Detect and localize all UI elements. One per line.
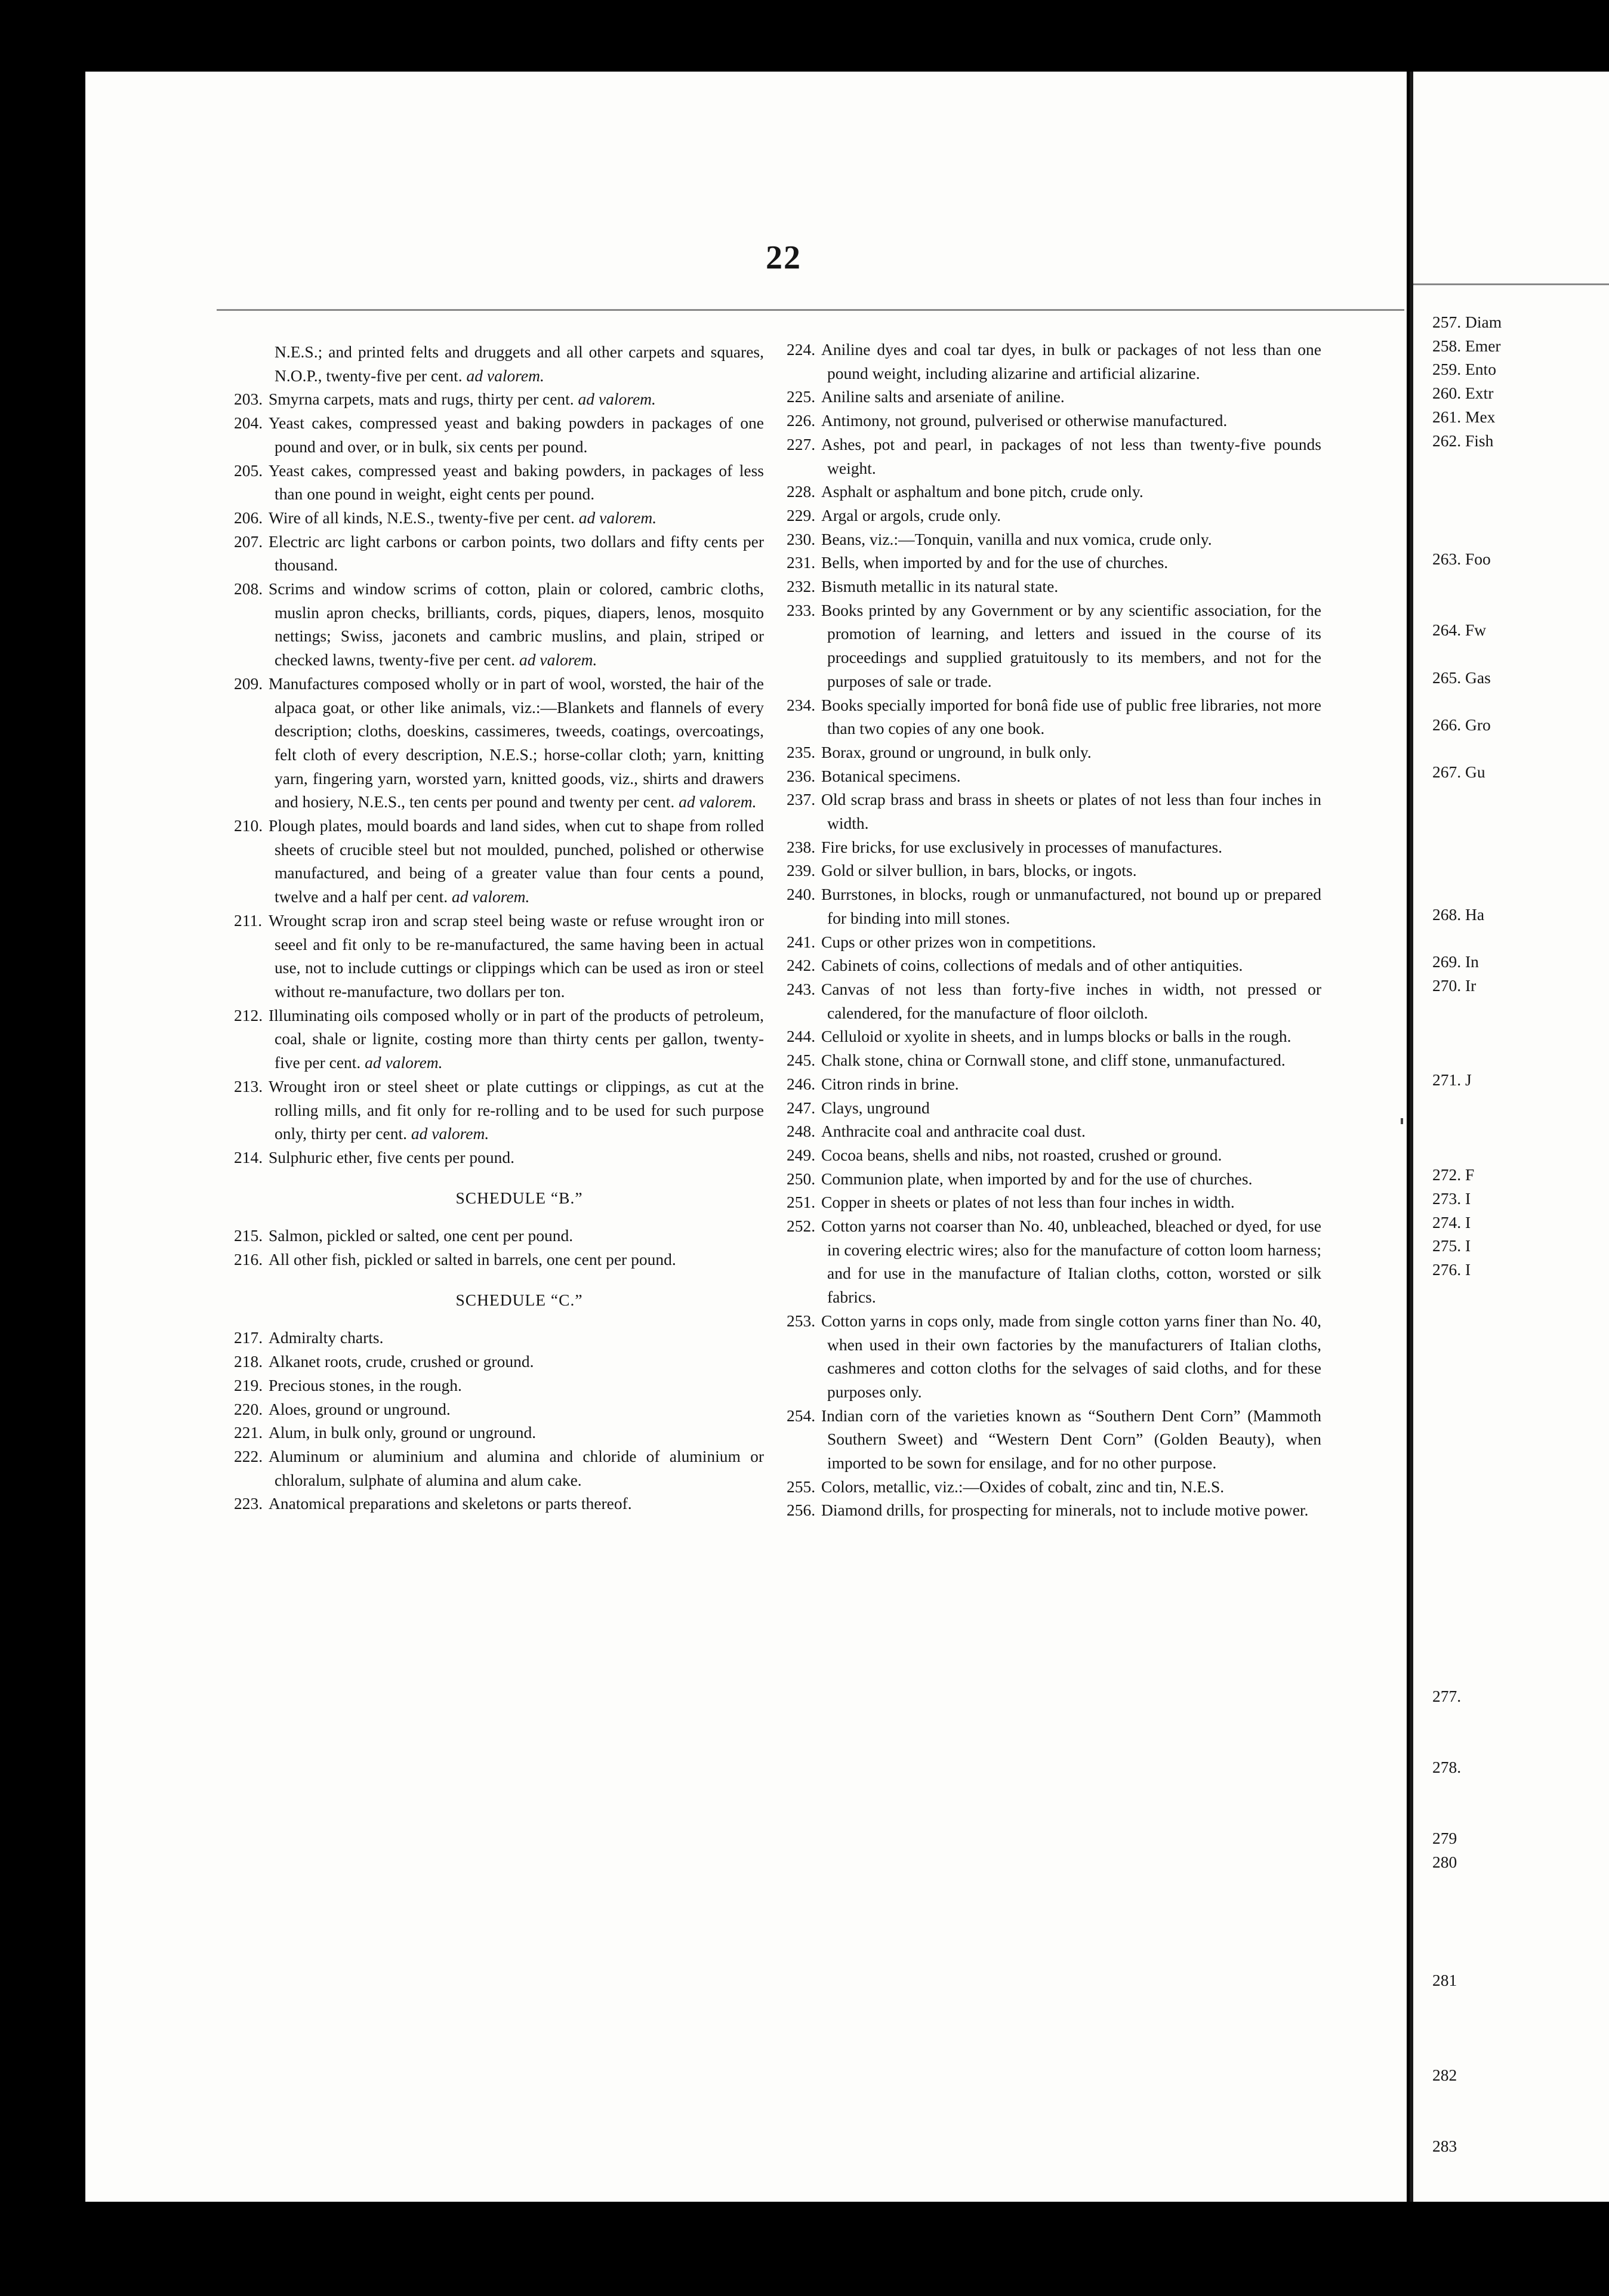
entry-number: 253. (787, 1311, 816, 1330)
entry-text: Admiralty charts. (269, 1328, 384, 1347)
tariff-entry (787, 1048, 1321, 1072)
tariff-entry (787, 1404, 1321, 1475)
tariff-entry (234, 1374, 764, 1397)
entry-number: 205. (234, 461, 263, 480)
tariff-entry (787, 504, 1321, 527)
tariff-entry (787, 1024, 1321, 1048)
entry-number: 218. (234, 1352, 263, 1371)
entry-number: 235. (787, 742, 816, 761)
entry-text: Manufactures composed wholly or in part of wool, worsted, the hair of the alpaca goat, or other like animals, viz.:—Blankets and flannels of every description; cloths, doeskins, cassimeres, tweeds, coatings, overcoatings, felt cloth of every description, N.E.S.; horse-collar cloth; yarn, knitting yarn, fingering yarn, worsted yarn, knitted goods, viz., shirts and drawers and hosiery, N.E.S., ten cents per pound and twenty per cent. (269, 674, 764, 811)
tariff-entry (234, 340, 764, 387)
entry-text: Books specially imported for bonâ fide use of public free libraries, not more than two copies of any one book. (821, 695, 1321, 738)
tariff-entry (787, 1096, 1321, 1120)
entry-text: Alum, in bulk only, ground or unground. (269, 1423, 537, 1442)
entry-number: 227. (787, 434, 816, 453)
tariff-entry (787, 693, 1321, 740)
entry-text: Beans, viz.:—Tonquin, vanilla and nux vomica, crude only. (821, 529, 1212, 548)
adjacent-entry-fragment: 279 (1432, 1828, 1457, 1847)
tariff-entry (234, 459, 764, 506)
entry-number: 213. (234, 1076, 263, 1095)
entry-text: Cocoa beans, shells and nibs, not roasted, crushed or ground. (821, 1145, 1222, 1164)
entry-ad-valorem: ad valorem. (578, 508, 657, 527)
tariff-entry (787, 788, 1321, 835)
adjacent-entry-fragment: 269. In (1432, 952, 1479, 971)
entry-number: 248. (787, 1122, 816, 1141)
entry-text: Illuminating oils composed wholly or in part of the products of petroleum, coal, shale or lignite, costing more than thirty cents per gallon, twenty-five per cent. (269, 1005, 764, 1072)
entry-number: 221. (234, 1423, 263, 1442)
entry-number: 247. (787, 1098, 816, 1117)
entry-text: Diamond drills, for prospecting for minerals, not to include motive power. (821, 1501, 1309, 1520)
entry-text: Citron rinds in brine. (821, 1074, 959, 1093)
tariff-entry (234, 672, 764, 814)
entry-number: 240. (787, 885, 816, 904)
adjacent-entry-fragment: 280 (1432, 1852, 1457, 1871)
adjacent-entry-fragment: 277. (1432, 1686, 1462, 1705)
adjacent-entry-fragment: 265. Gas (1432, 668, 1491, 687)
tariff-entry (787, 409, 1321, 433)
adjacent-entry-fragment: 272. F (1432, 1165, 1475, 1184)
tariff-entry (787, 385, 1321, 409)
entry-number: 234. (787, 695, 816, 714)
entry-text: Wire of all kinds, N.E.S., twenty-five per cent. (269, 508, 579, 527)
tariff-entry (234, 506, 764, 530)
entry-ad-valorem: ad valorem. (452, 887, 530, 906)
entry-text: Cups or other prizes won in competitions. (821, 932, 1096, 951)
header-rule (217, 309, 1404, 311)
adjacent-entry-fragment: 274. I (1432, 1212, 1471, 1232)
entry-number: 255. (787, 1477, 816, 1496)
entry-text: Anatomical preparations and skeletons or parts thereof. (269, 1494, 632, 1513)
entry-text: Colors, metallic, viz.:—Oxides of cobalt, zinc and tin, N.E.S. (821, 1477, 1225, 1496)
entry-number: 223. (234, 1494, 263, 1513)
tariff-entry (787, 930, 1321, 954)
entry-text: Botanical specimens. (821, 766, 961, 785)
entry-number: 242. (787, 956, 816, 975)
tariff-entry (234, 1248, 764, 1272)
entry-text: Clays, unground (821, 1098, 930, 1117)
entry-number: 212. (234, 1005, 263, 1024)
adjacent-entry-fragment: 259. Ento (1432, 360, 1496, 379)
adjacent-entry-fragment: 267. Gu (1432, 763, 1485, 782)
tariff-entry (234, 1397, 764, 1421)
tariff-entry (234, 387, 764, 411)
entry-number: 211. (234, 911, 263, 930)
entry-text: Gold or silver bullion, in bars, blocks, or ingots. (821, 861, 1137, 880)
entry-number: 256. (787, 1501, 816, 1520)
left-column (234, 340, 764, 1516)
entry-text: Aniline dyes and coal tar dyes, in bulk or packages of not less than one pound weight, including alizarine and artificial alizarine. (821, 340, 1321, 382)
entry-number: 228. (787, 482, 816, 501)
entry-number: 229. (787, 505, 816, 524)
entry-number: 250. (787, 1169, 816, 1188)
entry-number: 204. (234, 413, 263, 433)
entry-number: 237. (787, 790, 816, 809)
entry-number: 243. (787, 979, 816, 998)
entry-number: 251. (787, 1193, 816, 1212)
tariff-entry (234, 411, 764, 458)
entry-text: Scrims and window scrims of cotton, plain or colored, cambric cloths, muslin apron checks, brilliants, cords, piques, diapers, lenos, mosquito nettings; Swiss, jaconets and cambric muslins, and plain, striped or checked lawns, twenty-five per cent. (269, 579, 764, 669)
tariff-entry (787, 551, 1321, 575)
entry-text: Canvas of not less than forty-five inches in width, not pressed or calendered, for the manufacture of floor oilcloth. (821, 979, 1321, 1022)
tariff-entry (787, 1475, 1321, 1499)
entry-text: Cabinets of coins, collections of medals and of other antiquities. (821, 956, 1243, 975)
entry-text: Cotton yarns not coarser than No. 40, unbleached, bleached or dyed, for use in covering electric wires; also for the manufacture of cotton loom harness; and for use in the manufacture of Italian cloths, cotton, worsted or silk fabrics. (821, 1217, 1321, 1307)
entry-number: 224. (787, 340, 816, 359)
entry-number: 232. (787, 577, 816, 596)
adjacent-entry-fragment: 260. Extr (1432, 384, 1494, 403)
adjacent-entry-fragment: 281 (1432, 1971, 1457, 1989)
entry-text: Books printed by any Government or by any scientific association, for the promotion of learning, and letters and issued in the course of its proceedings and supplied gratuitously to its members, and not for the purposes of sale or trade. (821, 600, 1321, 690)
adjacent-entry-fragment: 278. (1432, 1757, 1462, 1776)
schedule-heading: SCHEDULE “B.” (455, 1188, 583, 1207)
adjacent-entry-fragment: 268. Ha (1432, 905, 1485, 924)
tariff-entry (787, 433, 1321, 480)
entry-ad-valorem: ad valorem. (365, 1053, 443, 1072)
tariff-entry (234, 1492, 764, 1516)
tariff-entry (787, 740, 1321, 764)
entry-number: 207. (234, 532, 263, 551)
entry-number: 210. (234, 816, 263, 835)
tariff-entry (787, 953, 1321, 977)
tariff-entry (787, 977, 1321, 1024)
tariff-entry (787, 1143, 1321, 1167)
tariff-entry (787, 1119, 1321, 1143)
entry-text: All other fish, pickled or salted in barrels, one cent per pound. (269, 1250, 676, 1269)
entry-text: Chalk stone, china or Cornwall stone, and cliff stone, unmanufactured. (821, 1051, 1286, 1070)
entry-number: 245. (787, 1051, 816, 1070)
entry-number: 222. (234, 1446, 263, 1465)
scan-speck (1401, 1118, 1403, 1124)
entry-number: 231. (787, 553, 816, 572)
adjacent-entry-fragment: 264. Fw (1432, 621, 1487, 640)
entry-text: Bells, when imported by and for the use of churches. (821, 553, 1169, 572)
entry-number: 215. (234, 1226, 263, 1245)
tariff-entry (787, 1309, 1321, 1404)
entry-text: Burrstones, in blocks, rough or unmanufactured, not bound up or prepared for binding into mill stones. (821, 885, 1321, 927)
entry-ad-valorem: ad valorem. (466, 366, 544, 385)
tariff-entry (787, 859, 1321, 882)
entry-ad-valorem: ad valorem. (411, 1124, 489, 1143)
tariff-entry (234, 530, 764, 577)
adjacent-header-rule (1413, 283, 1609, 285)
entry-text: Borax, ground or unground, in bulk only. (821, 742, 1092, 761)
tariff-entry (787, 598, 1321, 693)
tariff-entry (234, 1445, 764, 1492)
entry-text: Communion plate, when imported by and for the use of churches. (821, 1169, 1253, 1188)
entry-number: 216. (234, 1250, 263, 1269)
tariff-entry (787, 764, 1321, 788)
entry-text: Plough plates, mould boards and land sides, when cut to shape from rolled sheets of crucible steel but not moulded, punched, polished or otherwise manufactured, and being of a greater value than four cents a pound, twelve and a half per cent. (269, 816, 764, 906)
entry-ad-valorem: ad valorem. (519, 650, 597, 669)
adjacent-entry-fragment: 273. I (1432, 1189, 1471, 1208)
tariff-entry (787, 835, 1321, 859)
schedule-heading: SCHEDULE “C.” (455, 1290, 583, 1309)
entry-text: Aluminum or aluminium and alumina and chloride of aluminium or chloralum, sulphate of alumina and alum cake. (269, 1446, 764, 1489)
entry-number: 239. (787, 861, 816, 880)
entry-text: Yeast cakes, compressed yeast and baking powders in packages of one pound and over, or in bulk, six cents per pound. (269, 413, 764, 456)
tariff-entry (234, 1421, 764, 1445)
tariff-entry (234, 1075, 764, 1146)
adjacent-entry-fragment: 266. Gro (1432, 715, 1491, 734)
adjacent-entry-fragment: 258. Emer (1432, 336, 1501, 355)
adjacent-entry-fragment: 261. Mex (1432, 407, 1496, 426)
entry-number: 219. (234, 1375, 263, 1394)
entry-text: Anthracite coal and anthracite coal dust. (821, 1122, 1086, 1141)
entry-number: 226. (787, 411, 816, 430)
entry-text: Electric arc light carbons or carbon points, two dollars and fifty cents per thousand. (269, 532, 764, 575)
entry-text: Yeast cakes, compressed yeast and baking powders, in packages of less than one pound in weight, eight cents per pound. (269, 461, 764, 504)
tariff-entry (787, 1072, 1321, 1096)
tariff-entry (234, 1146, 764, 1169)
tariff-entry (787, 882, 1321, 930)
entry-text: Salmon, pickled or salted, one cent per pound. (269, 1226, 574, 1245)
entry-text: Asphalt or asphaltum and bone pitch, crude only. (821, 482, 1143, 501)
tariff-entry (787, 1167, 1321, 1191)
entry-number: 244. (787, 1027, 816, 1046)
tariff-entry (787, 480, 1321, 504)
entry-text: Aloes, ground or unground. (269, 1399, 451, 1418)
entry-text: Fire bricks, for use exclusively in processes of manufactures. (821, 837, 1223, 856)
entry-number: 230. (787, 529, 816, 548)
tariff-entry (787, 527, 1321, 551)
adjacent-entry-fragment: 283 (1432, 2136, 1457, 2155)
adjacent-entry-fragment: 276. I (1432, 1260, 1471, 1279)
entry-number: 254. (787, 1406, 816, 1425)
middle-column (787, 338, 1321, 1522)
page-number: 22 (766, 239, 802, 276)
entry-text: Cotton yarns in cops only, made from single cotton yarns finer than No. 40, when used in their own factories by the manufacturers of Italian cloths, cashmeres and cotton cloths for the selvages of said cloths, and for these purposes only. (821, 1311, 1321, 1401)
entry-text: Aniline salts and arseniate of aniline. (821, 387, 1065, 406)
entry-number: 220. (234, 1399, 263, 1418)
tariff-entry (234, 1350, 764, 1374)
tariff-entry (234, 1004, 764, 1075)
entry-number: 225. (787, 387, 816, 406)
tariff-entry (234, 1224, 764, 1248)
entry-text: Copper in sheets or plates of not less than four inches in width. (821, 1193, 1235, 1212)
adjacent-entry-fragment: 257. Diam (1432, 313, 1502, 331)
entry-text: Sulphuric ether, five cents per pound. (269, 1147, 515, 1166)
adjacent-entry-fragment: 282 (1432, 2065, 1457, 2084)
entry-text: Old scrap brass and brass in sheets or plates of not less than four inches in width. (821, 790, 1321, 833)
tariff-entry (787, 575, 1321, 598)
tariff-entry (234, 577, 764, 672)
entry-text: Argal or argols, crude only. (821, 505, 1001, 524)
entry-text: Celluloid or xyolite in sheets, and in lumps blocks or balls in the rough. (821, 1027, 1291, 1046)
adjacent-entry-fragment: 262. Fish (1432, 431, 1494, 450)
tariff-entry (234, 1326, 764, 1350)
entry-number: 236. (787, 766, 816, 785)
entry-text: Indian corn of the varieties known as “Southern Dent Corn” (Mammoth Southern Sweet) and “Western Dent Corn” (Golden Beauty), when imported to be sown for ensilage, and for no other purpose. (821, 1406, 1321, 1473)
entry-number: 233. (787, 600, 816, 619)
entry-number: 214. (234, 1147, 263, 1166)
tariff-entry (234, 814, 764, 909)
tariff-entry (787, 338, 1321, 385)
adjacent-entry-fragment: 271. J (1432, 1070, 1472, 1090)
entry-number: 206. (234, 508, 263, 527)
entry-text: Ashes, pot and pearl, in packages of not less than twenty-five pounds weight. (821, 434, 1321, 477)
entry-text: Smyrna carpets, mats and rugs, thirty per cent. (269, 390, 578, 409)
entry-number: 249. (787, 1145, 816, 1164)
entry-number: 238. (787, 837, 816, 856)
adjacent-entry-fragment: 275. I (1432, 1236, 1471, 1255)
adjacent-entry-fragment: 270. Ir (1432, 976, 1477, 995)
tariff-entry (787, 1190, 1321, 1214)
entry-text: N.E.S.; and printed felts and druggets and all other carpets and squares, N.O.P., twenty-five per cent. (275, 342, 764, 385)
entry-text: Antimony, not ground, pulverised or otherwise manufactured. (821, 411, 1228, 430)
entry-text: Wrought scrap iron and scrap steel being waste or refuse wrought iron or seeel and fit only to be re-manufactured, the same having been in actual use, not to include cuttings or clippings which can be used as iron or steel without re-manufacture, two dollars per ton. (269, 911, 764, 1001)
entry-text: Alkanet roots, crude, crushed or ground. (269, 1352, 534, 1371)
entry-ad-valorem: ad valorem. (578, 390, 656, 409)
entry-number: 203. (234, 390, 263, 409)
entry-number: 241. (787, 932, 816, 951)
entry-text: Wrought iron or steel sheet or plate cuttings or clippings, as cut at the rolling mills, and fit only for re-rolling and to be used for such purpose only, thirty per cent. (269, 1076, 764, 1143)
entry-text: Precious stones, in the rough. (269, 1375, 462, 1394)
entry-number: 208. (234, 579, 263, 598)
entry-ad-valorem: ad valorem. (679, 792, 757, 811)
tariff-entry (787, 1214, 1321, 1309)
entry-number: 209. (234, 674, 263, 693)
entry-number: 252. (787, 1217, 816, 1236)
adjacent-entry-fragment: 263. Foo (1432, 550, 1491, 568)
entry-text: Bismuth metallic in its natural state. (821, 577, 1059, 596)
tariff-entry (234, 909, 764, 1004)
entry-number: 246. (787, 1074, 816, 1093)
entry-number: 217. (234, 1328, 263, 1347)
tariff-entry (787, 1498, 1321, 1522)
